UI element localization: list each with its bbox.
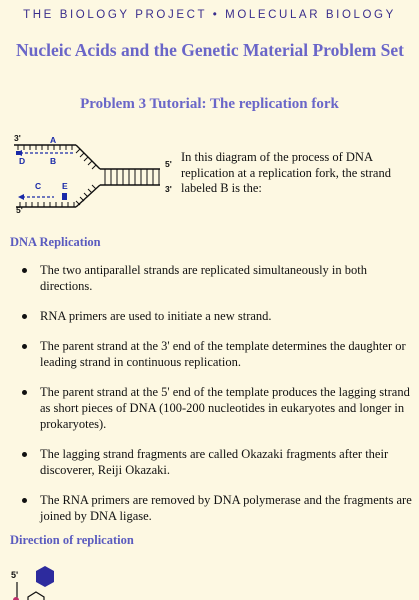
label-5prime: 5' [11, 570, 19, 580]
label-right-5prime: 5' [165, 159, 172, 169]
label-c: C [35, 181, 42, 191]
sugar-ring-icon [28, 592, 44, 600]
list-item: The parent strand at the 5' end of the template produces the lagging strand as short pieces of DNA (100-200 nucleotides in eukaryotes and longer in prokaryotes). [0, 384, 419, 432]
list-item: The parent strand at the 3' end of the template determines the daughter or leading strand in continuous replication. [0, 338, 419, 370]
list-item: The lagging strand fragments are called Okazaki fragments after their discoverer, Reiji Okazaki. [0, 446, 419, 478]
page-title: Nucleic Acids and the Genetic Material Problem Set [15, 40, 404, 60]
label-top-3prime: 3' [14, 133, 21, 143]
section-dna-replication: DNA Replication [10, 235, 101, 249]
label-b: B [50, 156, 57, 166]
label-d: D [19, 156, 26, 166]
label-a: A [50, 135, 57, 145]
section-direction-of-replication: Direction of replication [10, 533, 134, 547]
list-item: RNA primers are used to initiate a new strand. [0, 308, 419, 324]
replication-fork-diagram [10, 131, 180, 219]
base-hexagon-icon [36, 566, 54, 587]
label-right-3prime: 3' [165, 184, 172, 194]
primer-d [16, 151, 22, 155]
site-banner: THE BIOLOGY PROJECT • MOLECULAR BIOLOGY [23, 9, 396, 21]
list-item: The RNA primers are removed by DNA polymerase and the fragments are joined by DNA ligase. [0, 492, 419, 524]
label-bottom-5prime: 5' [16, 205, 23, 215]
primer-e [62, 193, 67, 200]
question-text: In this diagram of the process of DNA replication at a replication fork, the strand labeled B is the: [181, 150, 391, 195]
nucleotide-diagram [8, 566, 78, 600]
replication-facts-list [0, 262, 419, 538]
list-item: The two antiparallel strands are replicated simultaneously in both directions. [0, 262, 419, 294]
label-e: E [62, 181, 68, 191]
arrow-c-icon [18, 194, 24, 200]
page-subtitle: Problem 3 Tutorial: The replication fork [80, 96, 339, 112]
